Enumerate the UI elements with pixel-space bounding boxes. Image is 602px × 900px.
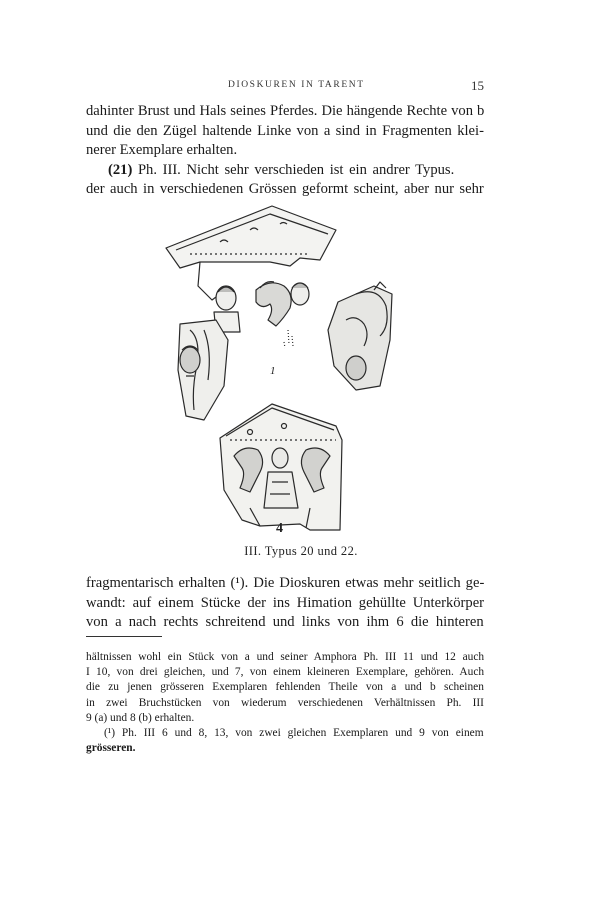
footnote-line: I 10, von drei gleichen, und 7, von einem kleineren Exemplare, gehören. Auch — [86, 666, 485, 679]
fragment-4-plaque — [220, 404, 342, 530]
fragment-label-4: 4 — [276, 521, 283, 536]
body-paragraph-top — [86, 102, 484, 200]
running-title: DIOSKUREN IN TARENT — [228, 80, 365, 90]
body-paragraph-bottom — [86, 574, 484, 633]
footnote-line: in zwei Bruchstücken von wiederum verschiedenen Verhältnissen Ph. III — [86, 696, 484, 709]
footnote-line: hältnissen wohl ein Stück von a und seiner Amphora Ph. III 11 und 12 auch — [86, 651, 485, 663]
footnotes — [86, 650, 484, 756]
text-line: fragmentarisch erhalten (¹). Die Dioskuren etwas mehr seitlich ge- — [86, 575, 484, 591]
fragment-left-figure-amphora — [178, 320, 228, 420]
fragment-label-1: 1 — [270, 365, 276, 377]
footnote-line: die zu jenen grösseren Exemplaren fehlenden Theile von a und b scheinen — [86, 681, 484, 694]
text-line: wandt: auf einem Stücke der ins Himation gehüllte Unterkörper — [86, 594, 484, 611]
paragraph-21-line — [86, 161, 484, 181]
paragraph-number: (21) — [108, 161, 133, 178]
footnote-1: (¹) Ph. III 6 und 8, 13, von zwei gleichen Exemplaren und 9 von einem — [104, 726, 484, 739]
page-number: 15 — [471, 78, 484, 93]
text-line: nerer Exemplare erhalten. — [86, 142, 238, 159]
fragment-1-pediment — [166, 206, 336, 300]
footnote-line: grösseren. — [86, 742, 136, 755]
text-line: Ph. III. Nicht sehr verschieden ist ein andrer Typus. — [137, 161, 455, 178]
footnote-rule — [86, 636, 162, 637]
text-line: der auch in verschiedenen Grössen geformt scheint, aber nur sehr — [86, 181, 484, 198]
fragment-1-horse-head — [256, 282, 309, 326]
text-line: von a nach rechts schreitend und links von ihm 6 die hinteren — [86, 614, 484, 631]
footnote-line: 9 (a) und 8 (b) erhalten. — [86, 711, 195, 724]
text-line: und die den Zügel haltende Linke von a sind in Fragmenten klei- — [86, 122, 484, 139]
figure-caption: III. Typus 20 und 22. — [244, 544, 358, 558]
text-line: dahinter Brust und Hals seines Pferdes. Die hängende Rechte von b — [86, 103, 484, 119]
fragment-right-horse — [328, 282, 392, 390]
running-header — [86, 78, 484, 94]
relief-fragments-figure — [160, 190, 440, 550]
